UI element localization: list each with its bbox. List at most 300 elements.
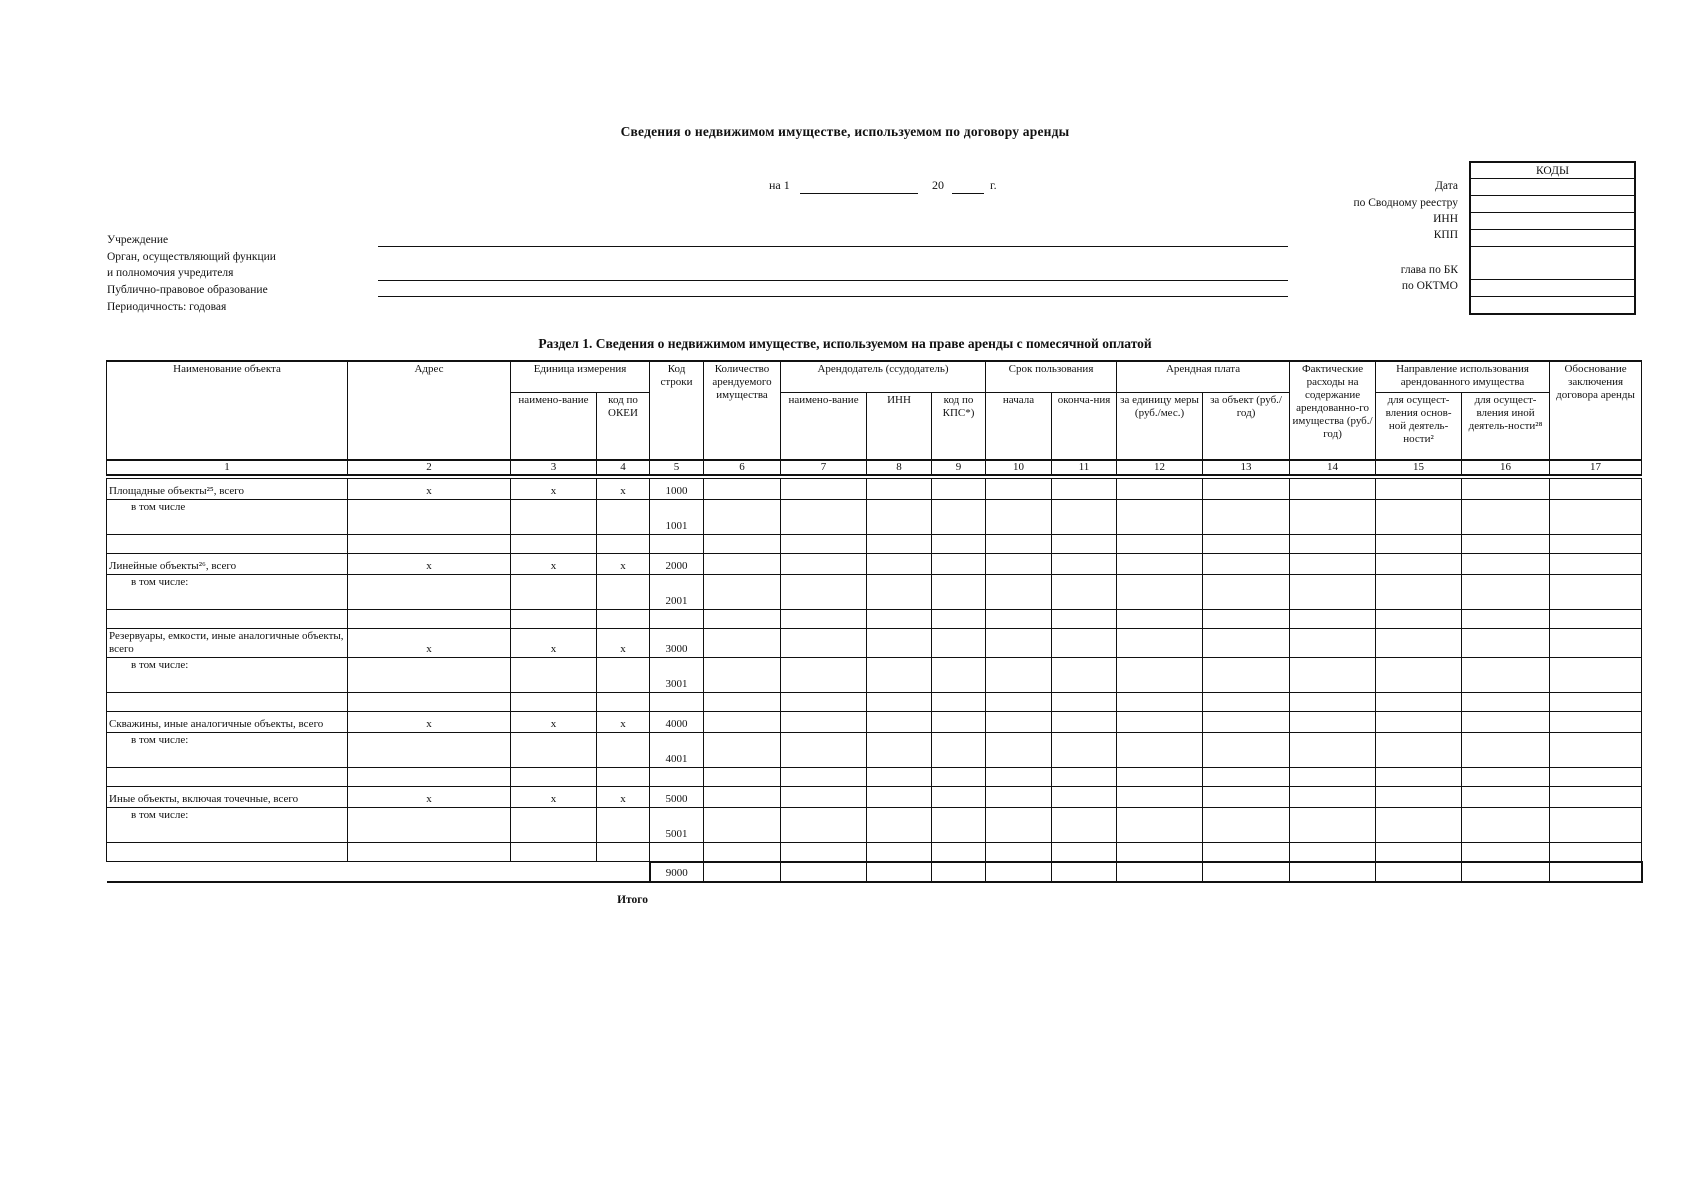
data-cell[interactable] [781, 712, 867, 733]
label-institution: Учреждение [107, 234, 169, 246]
data-cell[interactable] [348, 575, 511, 610]
data-cell[interactable] [781, 843, 867, 862]
data-cell[interactable] [1117, 629, 1203, 658]
data-cell[interactable] [1290, 610, 1376, 629]
data-cell[interactable] [1376, 535, 1462, 554]
label-oktmo: по ОКТМО [1401, 280, 1458, 292]
data-cell[interactable] [348, 733, 511, 768]
data-cell[interactable] [1376, 808, 1462, 843]
data-cell[interactable] [1462, 712, 1550, 733]
table-row [107, 629, 1642, 658]
col-num: 10 [986, 460, 1052, 475]
data-cell[interactable] [1203, 843, 1290, 862]
data-cell[interactable] [1376, 693, 1462, 712]
x-mark: x [348, 712, 511, 733]
data-cell[interactable] [1376, 629, 1462, 658]
data-cell[interactable] [1052, 733, 1117, 768]
data-cell[interactable] [597, 575, 650, 610]
data-cell[interactable] [348, 693, 511, 712]
data-cell[interactable] [704, 712, 781, 733]
data-cell[interactable] [986, 629, 1052, 658]
data-cell[interactable] [704, 554, 781, 575]
data-cell[interactable] [1376, 787, 1462, 808]
data-cell[interactable] [704, 479, 781, 500]
header-direction: Направление использования арендованного имущества [1376, 361, 1550, 393]
data-cell[interactable] [1052, 554, 1117, 575]
data-cell[interactable] [986, 733, 1052, 768]
data-cell[interactable] [348, 843, 511, 862]
data-cell[interactable] [1117, 479, 1203, 500]
data-cell[interactable] [781, 629, 867, 658]
year-prefix: 20 [932, 178, 944, 192]
data-cell[interactable] [1290, 479, 1376, 500]
code-periodicity[interactable] [1470, 297, 1635, 315]
section-title: Раздел 1. Сведения о недвижимом имуществе, используемом на праве аренды с помесячной оплатой [538, 336, 1152, 351]
data-cell[interactable] [1117, 500, 1203, 535]
code-bk[interactable] [1470, 247, 1635, 280]
data-cell[interactable] [986, 808, 1052, 843]
code-kpp[interactable] [1470, 230, 1635, 247]
label-founder-2: и полномочия учредителя [107, 267, 234, 279]
document-title: Сведения о недвижимом имуществе, используемом по договору аренды [620, 124, 1070, 139]
data-cell[interactable] [932, 808, 986, 843]
data-cell[interactable] [867, 629, 932, 658]
total-cell[interactable] [986, 862, 1052, 882]
object-name: Скважины, иные аналогичные объекты, всего [107, 712, 348, 733]
total-cell[interactable] [1550, 862, 1642, 882]
data-cell[interactable] [1203, 535, 1290, 554]
total-cell[interactable] [1203, 862, 1290, 882]
data-cell[interactable] [1203, 554, 1290, 575]
data-cell[interactable] [1290, 535, 1376, 554]
data-cell[interactable] [1290, 658, 1376, 693]
col-num: 3 [511, 460, 597, 475]
data-cell[interactable] [1462, 535, 1550, 554]
data-cell[interactable] [1462, 629, 1550, 658]
data-cell[interactable] [1117, 610, 1203, 629]
col-num: 17 [1550, 460, 1642, 475]
data-cell[interactable] [867, 610, 932, 629]
data-cell[interactable] [1462, 500, 1550, 535]
data-cell[interactable] [1550, 479, 1642, 500]
object-name: Резервуары, емкости, иные аналогичные объекты, всего [107, 629, 348, 658]
data-cell[interactable] [781, 535, 867, 554]
data-cell[interactable] [781, 554, 867, 575]
data-cell[interactable] [704, 843, 781, 862]
data-cell[interactable] [986, 500, 1052, 535]
data-cell[interactable] [704, 808, 781, 843]
data-cell[interactable] [1462, 808, 1550, 843]
data-cell[interactable] [1117, 733, 1203, 768]
data-cell[interactable] [1052, 693, 1117, 712]
data-cell[interactable] [932, 535, 986, 554]
data-cell[interactable] [932, 787, 986, 808]
data-cell[interactable] [867, 843, 932, 862]
founder-line[interactable] [378, 280, 1288, 281]
data-cell[interactable] [704, 693, 781, 712]
year-blank[interactable] [952, 193, 984, 194]
x-mark: x [597, 479, 650, 500]
data-cell[interactable] [867, 693, 932, 712]
data-cell[interactable] [867, 535, 932, 554]
data-cell[interactable] [597, 658, 650, 693]
data-cell[interactable] [1203, 693, 1290, 712]
table-row [107, 658, 1642, 693]
sub-label: в том числе: [107, 575, 348, 610]
header-unit-name: наимено-вание [511, 393, 597, 461]
data-cell[interactable] [1052, 768, 1117, 787]
data-cell[interactable] [1376, 575, 1462, 610]
table-row [107, 610, 1642, 629]
total-cell[interactable] [1290, 862, 1376, 882]
data-cell[interactable] [704, 787, 781, 808]
data-cell[interactable] [597, 693, 650, 712]
data-cell[interactable] [1376, 843, 1462, 862]
row-code: 2001 [650, 575, 704, 610]
header-rent: Арендная плата [1117, 361, 1290, 393]
data-cell[interactable] [1550, 733, 1642, 768]
label-periodicity: Периодичность: годовая [107, 301, 227, 313]
data-cell[interactable] [511, 535, 597, 554]
data-cell[interactable] [1462, 610, 1550, 629]
data-cell[interactable] [650, 610, 704, 629]
x-mark: x [597, 554, 650, 575]
code-registry[interactable] [1470, 196, 1635, 213]
code-date[interactable] [1470, 179, 1635, 196]
data-cell[interactable] [1550, 575, 1642, 610]
data-cell[interactable] [511, 808, 597, 843]
sub-label: в том числе: [107, 808, 348, 843]
data-cell[interactable] [650, 535, 704, 554]
data-cell[interactable] [932, 554, 986, 575]
data-cell[interactable] [107, 693, 348, 712]
total-cell[interactable] [1462, 862, 1550, 882]
rental-table [106, 360, 1642, 476]
date-blank[interactable] [800, 193, 918, 194]
header-lessor-name: наимено-вание [781, 393, 867, 461]
data-cell[interactable] [1052, 575, 1117, 610]
data-cell[interactable] [1290, 843, 1376, 862]
data-cell[interactable] [1052, 658, 1117, 693]
table-row [107, 500, 1642, 535]
row-code: 3000 [650, 629, 704, 658]
table-row [107, 843, 1642, 862]
data-cell[interactable] [1290, 768, 1376, 787]
col-num: 9 [932, 460, 986, 475]
data-cell[interactable] [1117, 554, 1203, 575]
data-cell[interactable] [1052, 712, 1117, 733]
data-cell[interactable] [932, 712, 986, 733]
data-cell[interactable] [1290, 554, 1376, 575]
data-cell[interactable] [781, 733, 867, 768]
data-cell[interactable] [1203, 787, 1290, 808]
data-cell[interactable] [1376, 554, 1462, 575]
data-cell[interactable] [1550, 768, 1642, 787]
data-cell[interactable] [781, 693, 867, 712]
data-cell[interactable] [1290, 712, 1376, 733]
data-cell[interactable] [704, 733, 781, 768]
data-cell[interactable] [1052, 629, 1117, 658]
data-cell[interactable] [1203, 629, 1290, 658]
data-cell[interactable] [932, 575, 986, 610]
data-cell[interactable] [932, 693, 986, 712]
data-cell[interactable] [1052, 787, 1117, 808]
data-cell[interactable] [867, 479, 932, 500]
x-mark: x [348, 479, 511, 500]
data-cell[interactable] [348, 535, 511, 554]
row-code: 5000 [650, 787, 704, 808]
data-cell[interactable] [511, 693, 597, 712]
data-cell[interactable] [650, 768, 704, 787]
label-inn: ИНН [1433, 213, 1458, 225]
data-cell[interactable] [1052, 535, 1117, 554]
header-dir-main: для осущест-вления основ-ной деятель-ности² [1376, 393, 1462, 461]
data-cell[interactable] [1117, 535, 1203, 554]
data-cell[interactable] [650, 843, 704, 862]
data-cell[interactable] [704, 535, 781, 554]
data-cell[interactable] [107, 535, 348, 554]
data-cell[interactable] [986, 768, 1052, 787]
row-code: 5001 [650, 808, 704, 843]
data-cell[interactable] [1462, 693, 1550, 712]
data-cell[interactable] [1550, 693, 1642, 712]
data-cell[interactable] [1117, 658, 1203, 693]
data-cell[interactable] [1117, 768, 1203, 787]
total-label: Итого [617, 894, 648, 906]
data-cell[interactable] [511, 500, 597, 535]
data-cell[interactable] [1203, 610, 1290, 629]
data-cell[interactable] [511, 843, 597, 862]
data-cell[interactable] [867, 658, 932, 693]
x-mark: x [597, 787, 650, 808]
data-cell[interactable] [1290, 733, 1376, 768]
data-cell[interactable] [1290, 575, 1376, 610]
data-cell[interactable] [1376, 768, 1462, 787]
data-cell[interactable] [1290, 500, 1376, 535]
data-cell[interactable] [1203, 575, 1290, 610]
data-cell[interactable] [867, 575, 932, 610]
data-cell[interactable] [1550, 629, 1642, 658]
x-mark: x [511, 629, 597, 658]
data-cell[interactable] [650, 693, 704, 712]
data-cell[interactable] [781, 658, 867, 693]
data-cell[interactable] [867, 808, 932, 843]
data-cell[interactable] [1550, 535, 1642, 554]
public-entity-line[interactable] [378, 296, 1288, 297]
label-date: Дата [1435, 180, 1458, 192]
data-cell[interactable] [1203, 658, 1290, 693]
data-cell[interactable] [986, 843, 1052, 862]
data-cell[interactable] [986, 712, 1052, 733]
data-cell[interactable] [704, 575, 781, 610]
data-cell[interactable] [348, 768, 511, 787]
data-cell[interactable] [867, 500, 932, 535]
data-cell[interactable] [1550, 500, 1642, 535]
data-cell[interactable] [511, 658, 597, 693]
data-cell[interactable] [597, 610, 650, 629]
data-cell[interactable] [704, 629, 781, 658]
data-cell[interactable] [986, 787, 1052, 808]
row-code: 4001 [650, 733, 704, 768]
data-cell[interactable] [597, 535, 650, 554]
header-basis: Обоснование заключения договора аренды [1550, 361, 1642, 460]
data-cell[interactable] [1550, 843, 1642, 862]
data-cell[interactable] [867, 787, 932, 808]
table-row [107, 712, 1642, 733]
x-mark: x [597, 629, 650, 658]
total-cell[interactable] [1117, 862, 1203, 882]
data-cell[interactable] [932, 768, 986, 787]
data-cell[interactable] [348, 658, 511, 693]
header-unit: Единица измерения [511, 361, 650, 393]
data-cell[interactable] [867, 554, 932, 575]
data-cell[interactable] [932, 629, 986, 658]
data-cell[interactable] [1290, 693, 1376, 712]
data-cell[interactable] [1117, 808, 1203, 843]
data-cell[interactable] [986, 535, 1052, 554]
institution-line[interactable] [378, 246, 1288, 247]
data-cell[interactable] [1462, 554, 1550, 575]
data-cell[interactable] [781, 479, 867, 500]
data-cell[interactable] [867, 733, 932, 768]
data-cell[interactable] [597, 808, 650, 843]
col-num: 8 [867, 460, 932, 475]
data-cell[interactable] [511, 575, 597, 610]
col-num: 13 [1203, 460, 1290, 475]
data-cell[interactable] [597, 768, 650, 787]
data-cell[interactable] [511, 610, 597, 629]
data-cell[interactable] [932, 500, 986, 535]
header-row-code: Код строки [650, 361, 704, 460]
data-cell[interactable] [1117, 787, 1203, 808]
data-cell[interactable] [1203, 712, 1290, 733]
label-public-entity: Публично-правовое образование [107, 284, 268, 296]
data-cell[interactable] [932, 479, 986, 500]
data-cell[interactable] [1462, 768, 1550, 787]
data-cell[interactable] [1203, 768, 1290, 787]
data-cell[interactable] [1117, 843, 1203, 862]
data-cell[interactable] [1462, 479, 1550, 500]
data-cell[interactable] [348, 610, 511, 629]
data-cell[interactable] [867, 712, 932, 733]
data-cell[interactable] [704, 500, 781, 535]
col-num: 11 [1052, 460, 1117, 475]
data-cell[interactable] [1462, 575, 1550, 610]
data-cell[interactable] [1290, 808, 1376, 843]
data-cell[interactable] [1550, 808, 1642, 843]
data-cell[interactable] [781, 575, 867, 610]
data-cell[interactable] [107, 768, 348, 787]
data-cell[interactable] [1203, 479, 1290, 500]
data-cell[interactable] [704, 610, 781, 629]
data-cell[interactable] [986, 479, 1052, 500]
col-num: 12 [1117, 460, 1203, 475]
col-num: 4 [597, 460, 650, 475]
data-cell[interactable] [986, 693, 1052, 712]
date-suffix: г. [990, 178, 997, 192]
data-cell[interactable] [781, 787, 867, 808]
data-cell[interactable] [704, 768, 781, 787]
data-cell[interactable] [781, 808, 867, 843]
data-cell[interactable] [986, 554, 1052, 575]
data-cell[interactable] [1290, 629, 1376, 658]
data-cell[interactable] [1052, 843, 1117, 862]
total-code: 9000 [650, 862, 704, 882]
data-cell[interactable] [1117, 575, 1203, 610]
data-cell[interactable] [597, 733, 650, 768]
data-cell[interactable] [1203, 500, 1290, 535]
data-cell[interactable] [1550, 712, 1642, 733]
data-cell[interactable] [1462, 843, 1550, 862]
data-cell[interactable] [1376, 712, 1462, 733]
data-cell[interactable] [1052, 808, 1117, 843]
data-cell[interactable] [704, 658, 781, 693]
total-cell[interactable] [932, 862, 986, 882]
data-cell[interactable] [1203, 808, 1290, 843]
data-cell[interactable] [932, 733, 986, 768]
data-cell[interactable] [1550, 610, 1642, 629]
data-cell[interactable] [1376, 500, 1462, 535]
data-cell[interactable] [781, 500, 867, 535]
data-cell[interactable] [107, 843, 348, 862]
col-num: 15 [1376, 460, 1462, 475]
data-cell[interactable] [1462, 658, 1550, 693]
data-cell[interactable] [986, 658, 1052, 693]
data-cell[interactable] [867, 768, 932, 787]
code-oktmo[interactable] [1470, 280, 1635, 297]
data-cell[interactable] [1376, 658, 1462, 693]
data-cell[interactable] [932, 658, 986, 693]
data-cell[interactable] [1052, 500, 1117, 535]
total-cell[interactable] [867, 862, 932, 882]
data-cell[interactable] [1203, 733, 1290, 768]
total-cell[interactable] [1052, 862, 1117, 882]
data-cell[interactable] [781, 610, 867, 629]
data-cell[interactable] [1462, 787, 1550, 808]
data-cell[interactable] [932, 843, 986, 862]
data-cell[interactable] [348, 500, 511, 535]
data-cell[interactable] [1550, 554, 1642, 575]
total-cell[interactable] [704, 862, 781, 882]
data-cell[interactable] [511, 733, 597, 768]
data-cell[interactable] [1052, 610, 1117, 629]
data-cell[interactable] [1376, 479, 1462, 500]
data-cell[interactable] [1550, 787, 1642, 808]
row-code: 4000 [650, 712, 704, 733]
data-cell[interactable] [511, 768, 597, 787]
data-cell[interactable] [986, 610, 1052, 629]
total-cell[interactable] [781, 862, 867, 882]
data-cell[interactable] [597, 843, 650, 862]
data-cell[interactable] [107, 610, 348, 629]
data-cell[interactable] [1550, 658, 1642, 693]
data-cell[interactable] [986, 575, 1052, 610]
data-cell[interactable] [348, 808, 511, 843]
data-cell[interactable] [1117, 693, 1203, 712]
code-inn[interactable] [1470, 213, 1635, 230]
data-cell[interactable] [1117, 712, 1203, 733]
data-cell[interactable] [781, 768, 867, 787]
data-cell[interactable] [1052, 479, 1117, 500]
total-cell[interactable] [1376, 862, 1462, 882]
data-cell[interactable] [1290, 787, 1376, 808]
data-cell[interactable] [1462, 733, 1550, 768]
data-cell[interactable] [597, 500, 650, 535]
x-mark: x [348, 554, 511, 575]
data-cell[interactable] [1376, 610, 1462, 629]
data-cell[interactable] [1376, 733, 1462, 768]
data-cell[interactable] [932, 610, 986, 629]
